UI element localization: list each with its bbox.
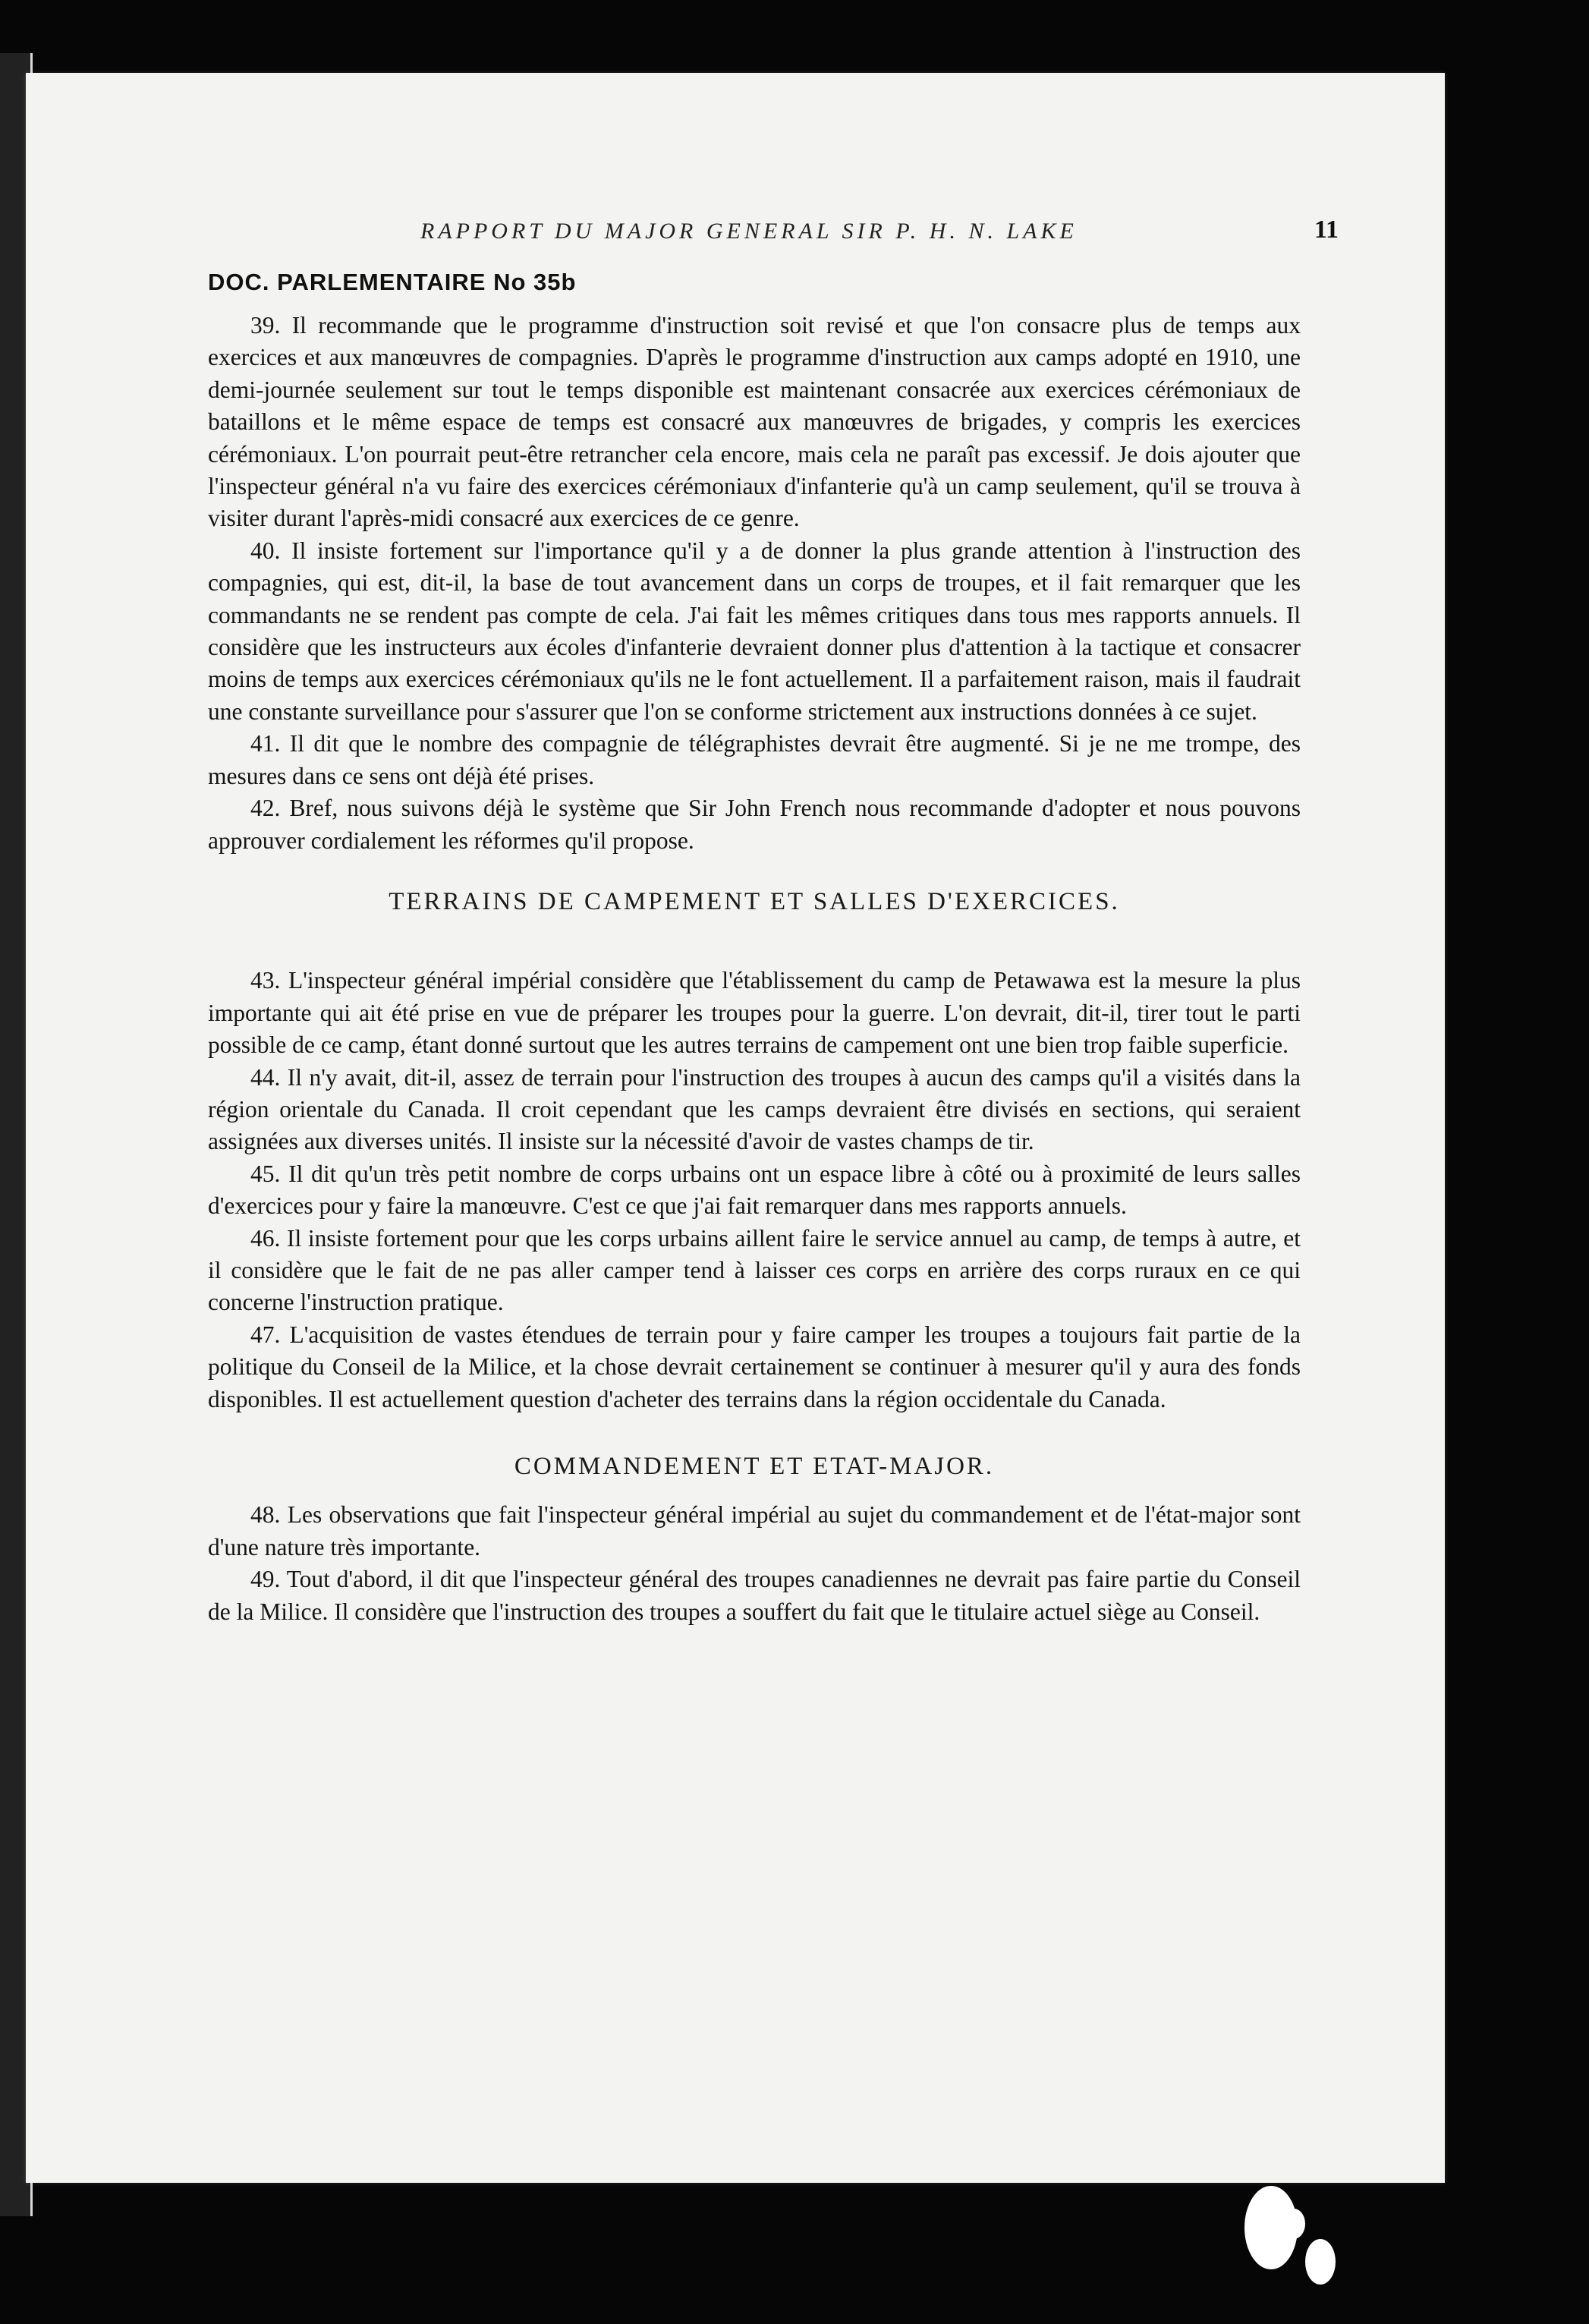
section-heading-commandement: COMMANDEMENT ET ETAT-MAJOR. [514,1453,995,1480]
paragraph-44: 44. Il n'y avait, dit-il, assez de terrain pour l'instruction des troupes à aucun des camps qu'il a visités dans la région orientale du Canada. Il croit cependant que les camps devraient être divisés en sections, qui seraient assignées aux diverses unités. Il insiste sur la nécessité d'avoir de vastes champs de tir. [208,1063,1301,1155]
running-head: RAPPORT DU MAJOR GENERAL SIR P. H. N. LAKE [420,219,1078,244]
document-reference: DOC. PARLEMENTAIRE No 35b [208,269,577,295]
paragraph-40: 40. Il insiste fortement sur l'importance qu'il y a de donner la plus grande attention à l'instruction des compagnies, qui est, dit-il, la base de tout avancement dans un corps de troupes, et il fait remarquer que les commandants ne se rendent pas compte de cela. J'ai fait les mêmes critiques dans tous mes rapports annuels. Il considère que les instructeurs aux écoles d'infanterie devraient donner plus d'attention à la tactique et consacrer moins de temps aux exercices cérémoniaux qu'ils ne le font actuellement. Il a parfaitement raison, mais il faudrait une constante surveillance pour s'assurer que l'on se conforme strictement aux instructions données à ce sujet. [208,537,1301,725]
page-number: 11 [1314,216,1339,244]
paragraph-45: 45. Il dit qu'un très petit nombre de corps urbains ont un espace libre à côté ou à proximité de leurs salles d'exercices pour y faire la manœuvre. C'est ce que j'ai fait remarquer dans mes rapports annuels. [208,1160,1301,1220]
paragraph-39: 39. Il recommande que le programme d'instruction soit revisé et que l'on consacre plus de temps aux exercices et aux manœuvres de compagnies. D'après le programme d'instruction aux camps adopté en 1910, une demi-journée seulement sur tout le temps disponible est maintenant consacrée aux exercices cérémoniaux de bataillons et le même espace de temps est consacré aux manœuvres de brigades, y compris les exercices cérémoniaux. L'on pourrait peut-être retrancher cela encore, mais cela ne paraît pas excessif. Je dois ajouter que l'inspecteur général n'a vu faire des exercices cérémoniaux d'infanterie qu'à un camp seulement, qu'il se trouva à visiter durant l'après-midi consacré aux exercices de ce genre. [208,312,1301,532]
scan-artifact-speck [1305,2239,1336,2285]
paragraph-49: 49. Tout d'abord, il dit que l'inspecteur général des troupes canadiennes ne devrait pas faire partie du Conseil de la Milice. Il considère que l'instruction des troupes a souffert du fait que le titulaire actuel siège au Conseil. [208,1566,1301,1625]
paragraph-41: 41. Il dit que le nombre des compagnie de télégraphistes devrait être augmenté. Si je ne me trompe, des mesures dans ce sens ont déjà été prises. [208,730,1301,789]
paragraph-46: 46. Il insiste fortement pour que les corps urbains aillent faire le service annuel au camp, de temps à autre, et il considère que le fait de ne pas aller camper tend à laisser ces corps en arrière des corps ruraux en ce qui concerne l'instruction pratique. [208,1224,1301,1316]
paragraph-47: 47. L'acquisition de vastes étendues de terrain pour y faire camper les troupes a toujours fait partie de la politique du Conseil de la Milice, et la chose devrait certainement se continuer à mesurer qu'il y aura des fonds disponibles. Il est actuellement question d'acheter des terrains dans la région occidentale du Canada. [208,1321,1301,1412]
body-text [208,310,1301,1628]
section-heading-terrains: TERRAINS DE CAMPEMENT ET SALLES D'EXERCICES. [389,887,1120,915]
paragraph-48: 48. Les observations que fait l'inspecteur général impérial au sujet du commandement et de l'état-major sont d'une nature très importante. [208,1501,1301,1560]
page-header [26,213,1445,258]
paragraph-43: 43. L'inspecteur général impérial considère que l'établissement du camp de Petawawa est la mesure la plus importante qui ait été prise en vue de préparer les troupes pour la guerre. L'on devrait, dit-il, tirer tout le parti possible de ce camp, étant donné surtout que les autres terrains de campement ont une bien trop faible superficie. [208,967,1301,1059]
paragraph-42: 42. Bref, nous suivons déjà le système que Sir John French nous recommande d'adopter et nous pouvons approuver cordialement les réformes qu'il propose. [208,795,1301,854]
scan-artifact-speck [1282,2209,1305,2239]
document-page [26,73,1445,2183]
